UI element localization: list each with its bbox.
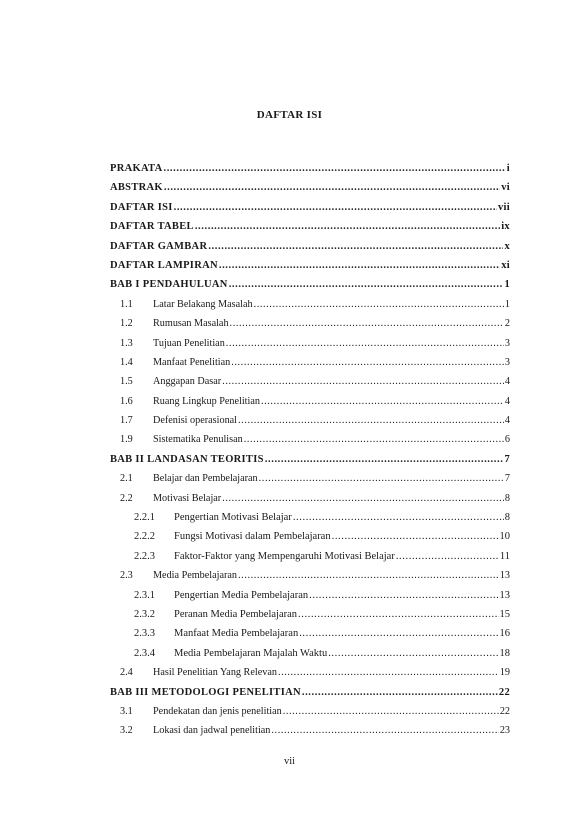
toc-entry-number: 2.3.2	[134, 608, 155, 620]
toc-section-entry	[110, 469, 510, 488]
dot-leader	[174, 198, 497, 217]
dot-leader	[219, 256, 500, 275]
dot-leader	[261, 392, 504, 411]
toc-entry-title: Media Pembelajaran	[153, 570, 238, 582]
toc-chapter-entry	[110, 159, 510, 178]
toc-subsection-entry	[110, 624, 510, 643]
dot-leader	[231, 353, 504, 372]
toc-entry-page: vii	[498, 201, 510, 213]
dot-leader	[298, 605, 498, 624]
dot-leader	[195, 217, 500, 236]
toc-subsection-entry	[110, 586, 510, 605]
dot-leader	[238, 411, 504, 430]
toc-entry-page: 13	[499, 589, 510, 601]
dot-leader	[208, 237, 503, 256]
toc-entry-title: DAFTAR LAMPIRAN	[110, 259, 218, 271]
toc-chapter-entry	[110, 198, 510, 217]
toc-entry-title: Anggapan Dasar	[153, 376, 222, 388]
toc-entry-title: Media Pembelajaran Majalah Waktu	[174, 647, 328, 659]
dot-leader	[259, 469, 504, 488]
dot-leader	[163, 159, 505, 178]
toc-entry-page: 19	[499, 667, 510, 679]
toc-entry-title: Rumusan Masalah	[153, 318, 229, 330]
toc-entry-page: 4	[504, 415, 510, 427]
toc-subsection-entry	[110, 605, 510, 624]
toc-entry-number: 1.1	[120, 298, 133, 310]
toc-entry-number: 2.2	[120, 492, 133, 504]
toc-entry-title: Manfaat Penelitian	[153, 356, 231, 368]
toc-entry-page: 18	[499, 647, 510, 659]
table-of-contents	[110, 159, 510, 741]
toc-entry-title: DAFTAR ISI	[110, 201, 173, 213]
toc-entry-page: 4	[504, 376, 510, 388]
toc-entry-number: 1.7	[120, 415, 133, 427]
toc-section-entry	[110, 295, 510, 314]
toc-chapter-entry	[110, 683, 510, 702]
dot-leader	[396, 547, 499, 566]
toc-entry-title: Peranan Media Pembelajaran	[174, 608, 298, 620]
toc-entry-page: x	[504, 240, 510, 252]
toc-entry-title: PRAKATA	[110, 163, 163, 174]
toc-entry-title: BAB III METODOLOGI PENELITIAN	[110, 686, 301, 698]
toc-entry-title: Faktor-Faktor yang Mempengaruhi Motivasi Belajar	[174, 550, 395, 562]
toc-entry-page: 6	[504, 434, 510, 446]
toc-section-entry	[110, 411, 510, 430]
toc-entry-number: 2.3.4	[134, 647, 155, 659]
toc-entry-page: 8	[504, 512, 510, 524]
toc-entry-page: 1	[504, 279, 510, 291]
toc-entry-page: 3	[504, 337, 510, 349]
toc-section-entry	[110, 392, 510, 411]
dot-leader	[164, 178, 500, 197]
toc-entry-title: Manfaat Media Pembelajaran	[174, 628, 299, 640]
dot-leader	[302, 683, 498, 702]
toc-entry-title: Motivasi Belajar	[153, 492, 222, 504]
dot-leader	[238, 566, 499, 585]
toc-entry-number: 1.4	[120, 356, 133, 368]
toc-entry-page: 13	[499, 570, 510, 582]
toc-entry-page: i	[506, 163, 510, 174]
toc-entry-number: 2.4	[120, 667, 133, 679]
toc-entry-title: Sistematika Penulisan	[153, 434, 243, 446]
toc-entry-page: 15	[499, 608, 510, 620]
toc-entry-page: 23	[499, 725, 510, 737]
toc-subsection-entry	[110, 508, 510, 527]
toc-entry-title: Latar Belakang Masalah	[153, 298, 253, 310]
dot-leader	[244, 430, 504, 449]
page-number-footer: vii	[283, 756, 296, 767]
toc-entry-page: 8	[504, 492, 510, 504]
toc-entry-title: DAFTAR TABEL	[110, 221, 194, 233]
toc-entry-number: 2.2.1	[134, 512, 155, 524]
toc-entry-page: 7	[504, 453, 510, 465]
dot-leader	[278, 663, 499, 682]
dot-leader	[229, 275, 504, 294]
dot-leader	[265, 450, 504, 469]
page-title: DAFTAR ISI	[256, 109, 323, 121]
toc-entry-page: 3	[504, 356, 510, 368]
toc-entry-number: 1.3	[120, 337, 133, 349]
dot-leader	[309, 586, 498, 605]
toc-entry-page: 11	[499, 550, 510, 562]
dot-leader	[226, 334, 504, 353]
toc-entry-page: 1	[504, 298, 510, 310]
toc-entry-title: Hasil Penelitian Yang Relevan	[153, 667, 277, 679]
toc-entry-title: Defenisi operasional	[153, 415, 238, 427]
toc-entry-title: Pendekatan dan jenis penelitian	[153, 705, 282, 717]
toc-section-entry	[110, 702, 510, 721]
toc-chapter-entry	[110, 450, 510, 469]
toc-entry-number: 1.6	[120, 395, 133, 407]
toc-entry-number: 2.2.2	[134, 531, 155, 543]
toc-section-entry	[110, 372, 510, 391]
toc-entry-number: 1.2	[120, 318, 133, 330]
toc-subsection-entry	[110, 644, 510, 663]
toc-section-entry	[110, 489, 510, 508]
dot-leader	[293, 508, 504, 527]
dot-leader	[222, 372, 504, 391]
toc-entry-number: 3.2	[120, 725, 133, 737]
toc-entry-page: 22	[498, 686, 510, 698]
toc-entry-page: ix	[501, 221, 510, 233]
toc-section-entry	[110, 314, 510, 333]
toc-chapter-entry	[110, 275, 510, 294]
toc-entry-page: 7	[504, 473, 510, 485]
toc-subsection-entry	[110, 527, 510, 546]
toc-entry-title: Ruang Lingkup Penelitian	[153, 395, 260, 407]
toc-entry-number: 2.3.1	[134, 589, 155, 601]
toc-chapter-entry	[110, 217, 510, 236]
toc-entry-page: vi	[501, 182, 510, 194]
dot-leader	[299, 624, 498, 643]
toc-entry-title: ABSTRAK	[110, 182, 163, 194]
toc-entry-title: Pengertian Motivasi Belajar	[174, 512, 292, 524]
dot-leader	[271, 721, 498, 740]
dot-leader	[222, 489, 504, 508]
toc-section-entry	[110, 566, 510, 585]
toc-entry-number: 3.1	[120, 705, 133, 717]
toc-section-entry	[110, 430, 510, 449]
toc-entry-number: 1.9	[120, 434, 133, 446]
toc-entry-number: 2.3	[120, 570, 133, 582]
dot-leader	[254, 295, 504, 314]
toc-section-entry	[110, 353, 510, 372]
toc-chapter-entry	[110, 237, 510, 256]
dot-leader	[332, 527, 499, 546]
dot-leader	[230, 314, 504, 333]
toc-entry-number: 2.3.3	[134, 628, 155, 640]
toc-entry-page: 4	[504, 395, 510, 407]
toc-entry-page: 16	[499, 628, 510, 640]
toc-entry-title: BAB II LANDASAN TEORITIS	[110, 453, 264, 465]
toc-entry-page: 2	[504, 318, 510, 330]
toc-section-entry	[110, 721, 510, 740]
toc-entry-number: 1.5	[120, 376, 133, 388]
toc-entry-page: 10	[499, 531, 510, 543]
toc-entry-page: xi	[501, 259, 510, 271]
toc-chapter-entry	[110, 256, 510, 275]
toc-entry-title: DAFTAR GAMBAR	[110, 240, 208, 252]
toc-subsection-entry	[110, 547, 510, 566]
toc-entry-page: 22	[499, 705, 510, 717]
toc-chapter-entry	[110, 178, 510, 197]
toc-entry-title: BAB I PENDAHULUAN	[110, 279, 228, 291]
toc-entry-title: Tujuan Penelitian	[153, 337, 225, 349]
toc-entry-title: Belajar dan Pembelajaran	[153, 473, 258, 485]
toc-entry-title: Lokasi dan jadwal penelitian	[153, 725, 271, 737]
toc-entry-title: Fungsi Motivasi dalam Pembelajaran	[174, 531, 331, 543]
dot-leader	[328, 644, 498, 663]
toc-entry-number: 2.1	[120, 473, 133, 485]
dot-leader	[283, 702, 499, 721]
toc-section-entry	[110, 663, 510, 682]
toc-entry-number: 2.2.3	[134, 550, 155, 562]
toc-section-entry	[110, 334, 510, 353]
toc-entry-title: Pengertian Media Pembelajaran	[174, 589, 309, 601]
